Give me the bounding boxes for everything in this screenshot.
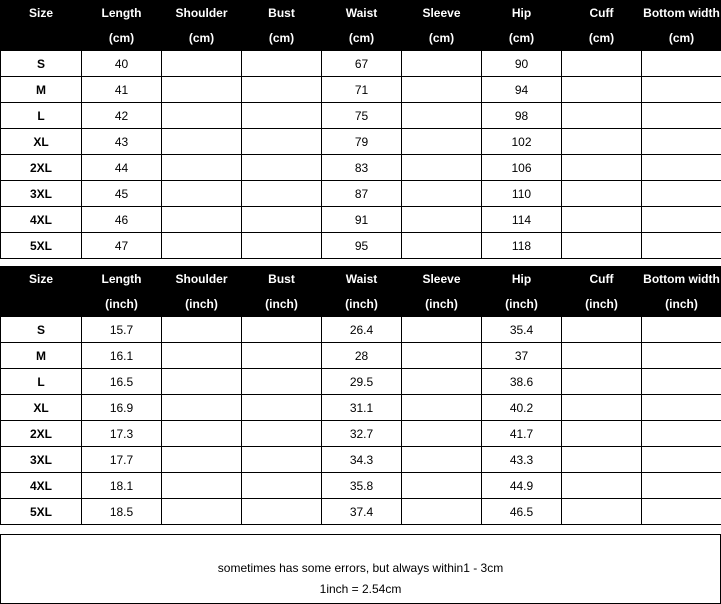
- value-cell: [402, 181, 482, 207]
- value-cell: 110: [482, 181, 562, 207]
- value-cell: 16.1: [82, 343, 162, 369]
- unit-header: (cm): [642, 26, 721, 51]
- value-cell: 28: [322, 343, 402, 369]
- value-cell: [562, 77, 642, 103]
- value-cell: [642, 181, 721, 207]
- value-cell: [162, 103, 242, 129]
- table-row: [1, 155, 721, 181]
- size-cell: L: [1, 369, 82, 395]
- value-cell: 40.2: [482, 395, 562, 421]
- value-cell: [402, 103, 482, 129]
- value-cell: [162, 51, 242, 77]
- value-cell: [402, 77, 482, 103]
- value-cell: [642, 395, 721, 421]
- value-cell: 79: [322, 129, 402, 155]
- value-cell: [162, 155, 242, 181]
- value-cell: [242, 499, 322, 525]
- size-cell: 5XL: [1, 499, 82, 525]
- note-error-range: sometimes has some errors, but always within1 - 3cm: [1, 561, 720, 575]
- size-cell: 4XL: [1, 473, 82, 499]
- value-cell: 17.7: [82, 447, 162, 473]
- value-cell: 46.5: [482, 499, 562, 525]
- unit-header: (inch): [562, 292, 642, 317]
- unit-header: (inch): [82, 292, 162, 317]
- size-cell: 3XL: [1, 447, 82, 473]
- value-cell: 38.6: [482, 369, 562, 395]
- size-cell: 5XL: [1, 233, 82, 259]
- unit-header: (cm): [82, 26, 162, 51]
- value-cell: [402, 155, 482, 181]
- column-header: Bottom width: [642, 1, 721, 26]
- value-cell: [162, 343, 242, 369]
- value-cell: [242, 233, 322, 259]
- size-note: [0, 534, 721, 604]
- column-header: Hip: [482, 267, 562, 292]
- value-cell: [562, 473, 642, 499]
- value-cell: [402, 395, 482, 421]
- value-cell: [242, 395, 322, 421]
- table-row: [1, 317, 721, 343]
- value-cell: 91: [322, 207, 402, 233]
- value-cell: [242, 155, 322, 181]
- value-cell: [562, 181, 642, 207]
- value-cell: [642, 473, 721, 499]
- value-cell: [642, 51, 721, 77]
- table-row: [1, 447, 721, 473]
- value-cell: [402, 51, 482, 77]
- value-cell: [162, 233, 242, 259]
- value-cell: [642, 343, 721, 369]
- table-row: [1, 421, 721, 447]
- value-cell: 37: [482, 343, 562, 369]
- unit-header: (cm): [562, 26, 642, 51]
- size-table-inch: [0, 266, 721, 525]
- column-header: Shoulder: [162, 1, 242, 26]
- value-cell: [162, 77, 242, 103]
- value-cell: [642, 447, 721, 473]
- value-cell: [562, 317, 642, 343]
- unit-header: (inch): [402, 292, 482, 317]
- value-cell: 16.5: [82, 369, 162, 395]
- column-header: Bust: [242, 267, 322, 292]
- table-row: [1, 207, 721, 233]
- unit-row: [1, 26, 721, 51]
- value-cell: [242, 369, 322, 395]
- value-cell: 37.4: [322, 499, 402, 525]
- column-header: Waist: [322, 1, 402, 26]
- value-cell: 43: [82, 129, 162, 155]
- value-cell: [642, 369, 721, 395]
- table-row: [1, 395, 721, 421]
- value-cell: 40: [82, 51, 162, 77]
- value-cell: [242, 103, 322, 129]
- value-cell: 98: [482, 103, 562, 129]
- value-cell: 106: [482, 155, 562, 181]
- value-cell: [562, 421, 642, 447]
- value-cell: [242, 421, 322, 447]
- value-cell: 114: [482, 207, 562, 233]
- value-cell: 16.9: [82, 395, 162, 421]
- column-header: Cuff: [562, 267, 642, 292]
- value-cell: 94: [482, 77, 562, 103]
- value-cell: [402, 421, 482, 447]
- column-header: Sleeve: [402, 1, 482, 26]
- value-cell: [642, 129, 721, 155]
- value-cell: [162, 499, 242, 525]
- unit-header: (inch): [162, 292, 242, 317]
- value-cell: 71: [322, 77, 402, 103]
- value-cell: [242, 447, 322, 473]
- value-cell: [562, 233, 642, 259]
- value-cell: [402, 343, 482, 369]
- value-cell: 90: [482, 51, 562, 77]
- value-cell: [642, 499, 721, 525]
- value-cell: [562, 499, 642, 525]
- value-cell: 83: [322, 155, 402, 181]
- value-cell: [562, 51, 642, 77]
- value-cell: [162, 473, 242, 499]
- column-header: Cuff: [562, 1, 642, 26]
- value-cell: 26.4: [322, 317, 402, 343]
- value-cell: 102: [482, 129, 562, 155]
- value-cell: [242, 473, 322, 499]
- size-cell: XL: [1, 395, 82, 421]
- column-header: Sleeve: [402, 267, 482, 292]
- header-row: [1, 1, 721, 26]
- value-cell: [162, 317, 242, 343]
- column-header: Size: [1, 267, 82, 292]
- value-cell: [162, 129, 242, 155]
- value-cell: [562, 343, 642, 369]
- value-cell: [162, 421, 242, 447]
- value-cell: [402, 207, 482, 233]
- table-row: [1, 369, 721, 395]
- header-row: [1, 267, 721, 292]
- value-cell: 95: [322, 233, 402, 259]
- table-row: [1, 51, 721, 77]
- value-cell: [562, 155, 642, 181]
- value-cell: 44.9: [482, 473, 562, 499]
- value-cell: [402, 129, 482, 155]
- value-cell: [642, 155, 721, 181]
- table-row: [1, 77, 721, 103]
- unit-header: (cm): [162, 26, 242, 51]
- value-cell: [242, 129, 322, 155]
- unit-header: [1, 26, 82, 51]
- value-cell: [562, 103, 642, 129]
- size-cell: XL: [1, 129, 82, 155]
- value-cell: [162, 181, 242, 207]
- value-cell: 75: [322, 103, 402, 129]
- value-cell: 43.3: [482, 447, 562, 473]
- value-cell: [242, 207, 322, 233]
- value-cell: [642, 233, 721, 259]
- size-cell: 2XL: [1, 421, 82, 447]
- value-cell: [562, 395, 642, 421]
- value-cell: 46: [82, 207, 162, 233]
- value-cell: [162, 447, 242, 473]
- value-cell: 15.7: [82, 317, 162, 343]
- value-cell: 29.5: [322, 369, 402, 395]
- value-cell: [162, 395, 242, 421]
- table-row: [1, 181, 721, 207]
- value-cell: 45: [82, 181, 162, 207]
- value-cell: 18.5: [82, 499, 162, 525]
- value-cell: [242, 317, 322, 343]
- value-cell: 67: [322, 51, 402, 77]
- value-cell: [562, 447, 642, 473]
- value-cell: 32.7: [322, 421, 402, 447]
- value-cell: 41: [82, 77, 162, 103]
- value-cell: [562, 369, 642, 395]
- value-cell: [162, 207, 242, 233]
- size-cell: M: [1, 77, 82, 103]
- note-conversion: 1inch = 2.54cm: [1, 582, 720, 596]
- unit-row: [1, 292, 721, 317]
- size-cell: S: [1, 51, 82, 77]
- column-header: Length: [82, 1, 162, 26]
- value-cell: 118: [482, 233, 562, 259]
- value-cell: [242, 77, 322, 103]
- table-row: [1, 473, 721, 499]
- size-cell: L: [1, 103, 82, 129]
- value-cell: [162, 369, 242, 395]
- table-row: [1, 233, 721, 259]
- size-cell: 3XL: [1, 181, 82, 207]
- unit-header: (inch): [322, 292, 402, 317]
- value-cell: [242, 343, 322, 369]
- size-cell: 4XL: [1, 207, 82, 233]
- size-cell: 2XL: [1, 155, 82, 181]
- value-cell: 41.7: [482, 421, 562, 447]
- size-cell: M: [1, 343, 82, 369]
- column-header: Length: [82, 267, 162, 292]
- value-cell: [642, 421, 721, 447]
- size-cell: S: [1, 317, 82, 343]
- column-header: Waist: [322, 267, 402, 292]
- size-table-cm: [0, 0, 721, 259]
- value-cell: [642, 103, 721, 129]
- value-cell: 34.3: [322, 447, 402, 473]
- value-cell: [242, 51, 322, 77]
- column-header: Bust: [242, 1, 322, 26]
- value-cell: 47: [82, 233, 162, 259]
- unit-header: (cm): [482, 26, 562, 51]
- column-header: Bottom width: [642, 267, 721, 292]
- value-cell: [402, 447, 482, 473]
- value-cell: [402, 499, 482, 525]
- value-cell: [402, 317, 482, 343]
- value-cell: [642, 317, 721, 343]
- value-cell: [402, 369, 482, 395]
- value-cell: [562, 207, 642, 233]
- unit-header: [1, 292, 82, 317]
- value-cell: [562, 129, 642, 155]
- value-cell: 31.1: [322, 395, 402, 421]
- unit-header: (inch): [482, 292, 562, 317]
- value-cell: [242, 181, 322, 207]
- value-cell: 44: [82, 155, 162, 181]
- unit-header: (inch): [242, 292, 322, 317]
- table-row: [1, 103, 721, 129]
- column-header: Shoulder: [162, 267, 242, 292]
- column-header: Size: [1, 1, 82, 26]
- table-row: [1, 129, 721, 155]
- unit-header: (inch): [642, 292, 721, 317]
- column-header: Hip: [482, 1, 562, 26]
- value-cell: 18.1: [82, 473, 162, 499]
- unit-header: (cm): [322, 26, 402, 51]
- table-row: [1, 499, 721, 525]
- value-cell: [402, 233, 482, 259]
- value-cell: [642, 77, 721, 103]
- unit-header: (cm): [402, 26, 482, 51]
- value-cell: 87: [322, 181, 402, 207]
- value-cell: 17.3: [82, 421, 162, 447]
- value-cell: [642, 207, 721, 233]
- table-row: [1, 343, 721, 369]
- value-cell: [402, 473, 482, 499]
- unit-header: (cm): [242, 26, 322, 51]
- value-cell: 42: [82, 103, 162, 129]
- value-cell: 35.4: [482, 317, 562, 343]
- value-cell: 35.8: [322, 473, 402, 499]
